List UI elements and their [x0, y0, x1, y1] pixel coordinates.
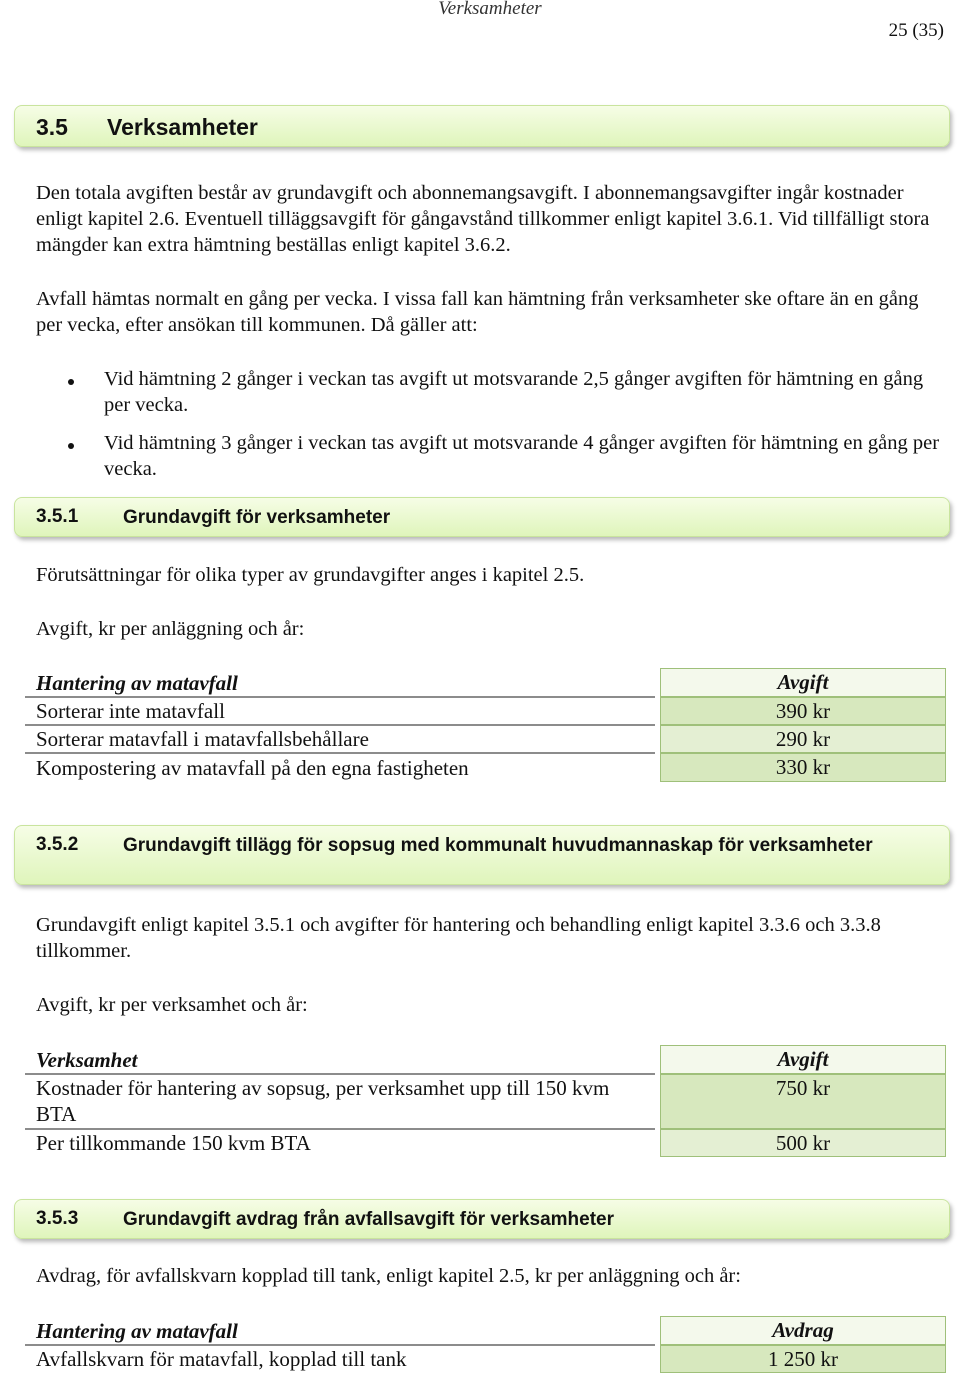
page-number: 25 (35)	[888, 20, 944, 41]
section-number: 3.5.3	[36, 1208, 79, 1229]
section-title: Grundavgift för verksamheter	[123, 507, 391, 528]
section-number: 3.5	[36, 114, 68, 140]
table-row-fee: 290 kr	[660, 725, 946, 753]
sub3-intro: Avdrag, för avfallskvarn kopplad till tank, enligt kapitel 2.5, kr per anläggning och år:	[36, 1265, 741, 1287]
bullet-dot	[68, 443, 74, 449]
table-row-fee: 390 kr	[660, 697, 946, 725]
row-rule	[25, 752, 655, 754]
section-heading-3-5-3	[14, 1199, 950, 1239]
section-number: 3.5.2	[36, 834, 79, 855]
section-title: Grundavgift tillägg för sopsug med kommunalt huvudmannaskap för verksamheter	[123, 835, 873, 856]
running-header: Verksamheter	[438, 0, 542, 19]
frequency-paragraph: Avfall hämtas normalt en gång per vecka. I vissa fall kan hämtning från verksamheter ske oftare än en gång per vecka, efter ansökan till kommunen. Då gäller att:	[36, 288, 919, 336]
sub2-intro: Grundavgift enligt kapitel 3.5.1 och avgifter för hantering och behandling enligt kapitel 3.3.6 och 3.3.8 tillkommer.	[36, 914, 881, 962]
sub1-intro: Förutsättningar för olika typer av grundavgifter anges i kapitel 2.5.	[36, 564, 585, 586]
section-title: Verksamheter	[107, 114, 258, 140]
table-header-left: Hantering av matavfall	[36, 1319, 238, 1343]
table-header-right: Avgift	[660, 668, 946, 697]
bullet-item: Vid hämtning 3 gånger i veckan tas avgift ut motsvarande 4 gånger avgiften för hämtning en gång per vecka.	[104, 432, 940, 480]
table-row-label: Sorterar matavfall i matavfallsbehållare	[36, 727, 369, 751]
section-heading-3-5	[14, 105, 950, 147]
section-heading-3-5-2	[14, 825, 950, 885]
table-row-label: Avfallskvarn för matavfall, kopplad till tank	[36, 1347, 407, 1371]
table-row-fee: 750 kr	[660, 1074, 946, 1129]
bullet-dot	[68, 379, 74, 385]
sub2-unit-label: Avgift, kr per verksamhet och år:	[36, 994, 308, 1016]
table-header-right: Avgift	[660, 1045, 946, 1074]
table-header-right: Avdrag	[660, 1316, 946, 1345]
table-row-fee: 500 kr	[660, 1129, 946, 1157]
table-row-label: Sorterar inte matavfall	[36, 699, 225, 723]
section-number: 3.5.1	[36, 506, 79, 527]
table-row-label: Per tillkommande 150 kvm BTA	[36, 1131, 311, 1155]
table-header-left: Verksamhet	[36, 1048, 138, 1072]
intro-paragraph: Den totala avgiften består av grundavgift och abonnemangsavgift. I abonnemangsavgifter ingår kostnader enligt kapitel 2.6. Eventuell tilläggsavgift för gångavstånd tillkommer enligt kapitel 3.6.1. Vid tillfälligt stora mängder kan extra hämtning beställas enligt kapitel 3.6.2.	[36, 182, 930, 256]
sub1-unit-label: Avgift, kr per anläggning och år:	[36, 618, 305, 640]
section-heading-3-5-1	[14, 497, 950, 537]
table-row-label: Kostnader för hantering av sopsug, per verksamhet upp till 150 kvm BTA	[36, 1076, 610, 1126]
table-row-fee: 1 250 kr	[660, 1345, 946, 1373]
section-title: Grundavgift avdrag från avfallsavgift för verksamheter	[123, 1209, 614, 1230]
table-row-label: Kompostering av matavfall på den egna fastigheten	[36, 756, 469, 780]
bullet-item: Vid hämtning 2 gånger i veckan tas avgift ut motsvarande 2,5 gånger avgiften för hämtning en gång per vecka.	[104, 368, 924, 416]
table-row-fee: 330 kr	[660, 753, 946, 782]
table-header-left: Hantering av matavfall	[36, 671, 238, 695]
